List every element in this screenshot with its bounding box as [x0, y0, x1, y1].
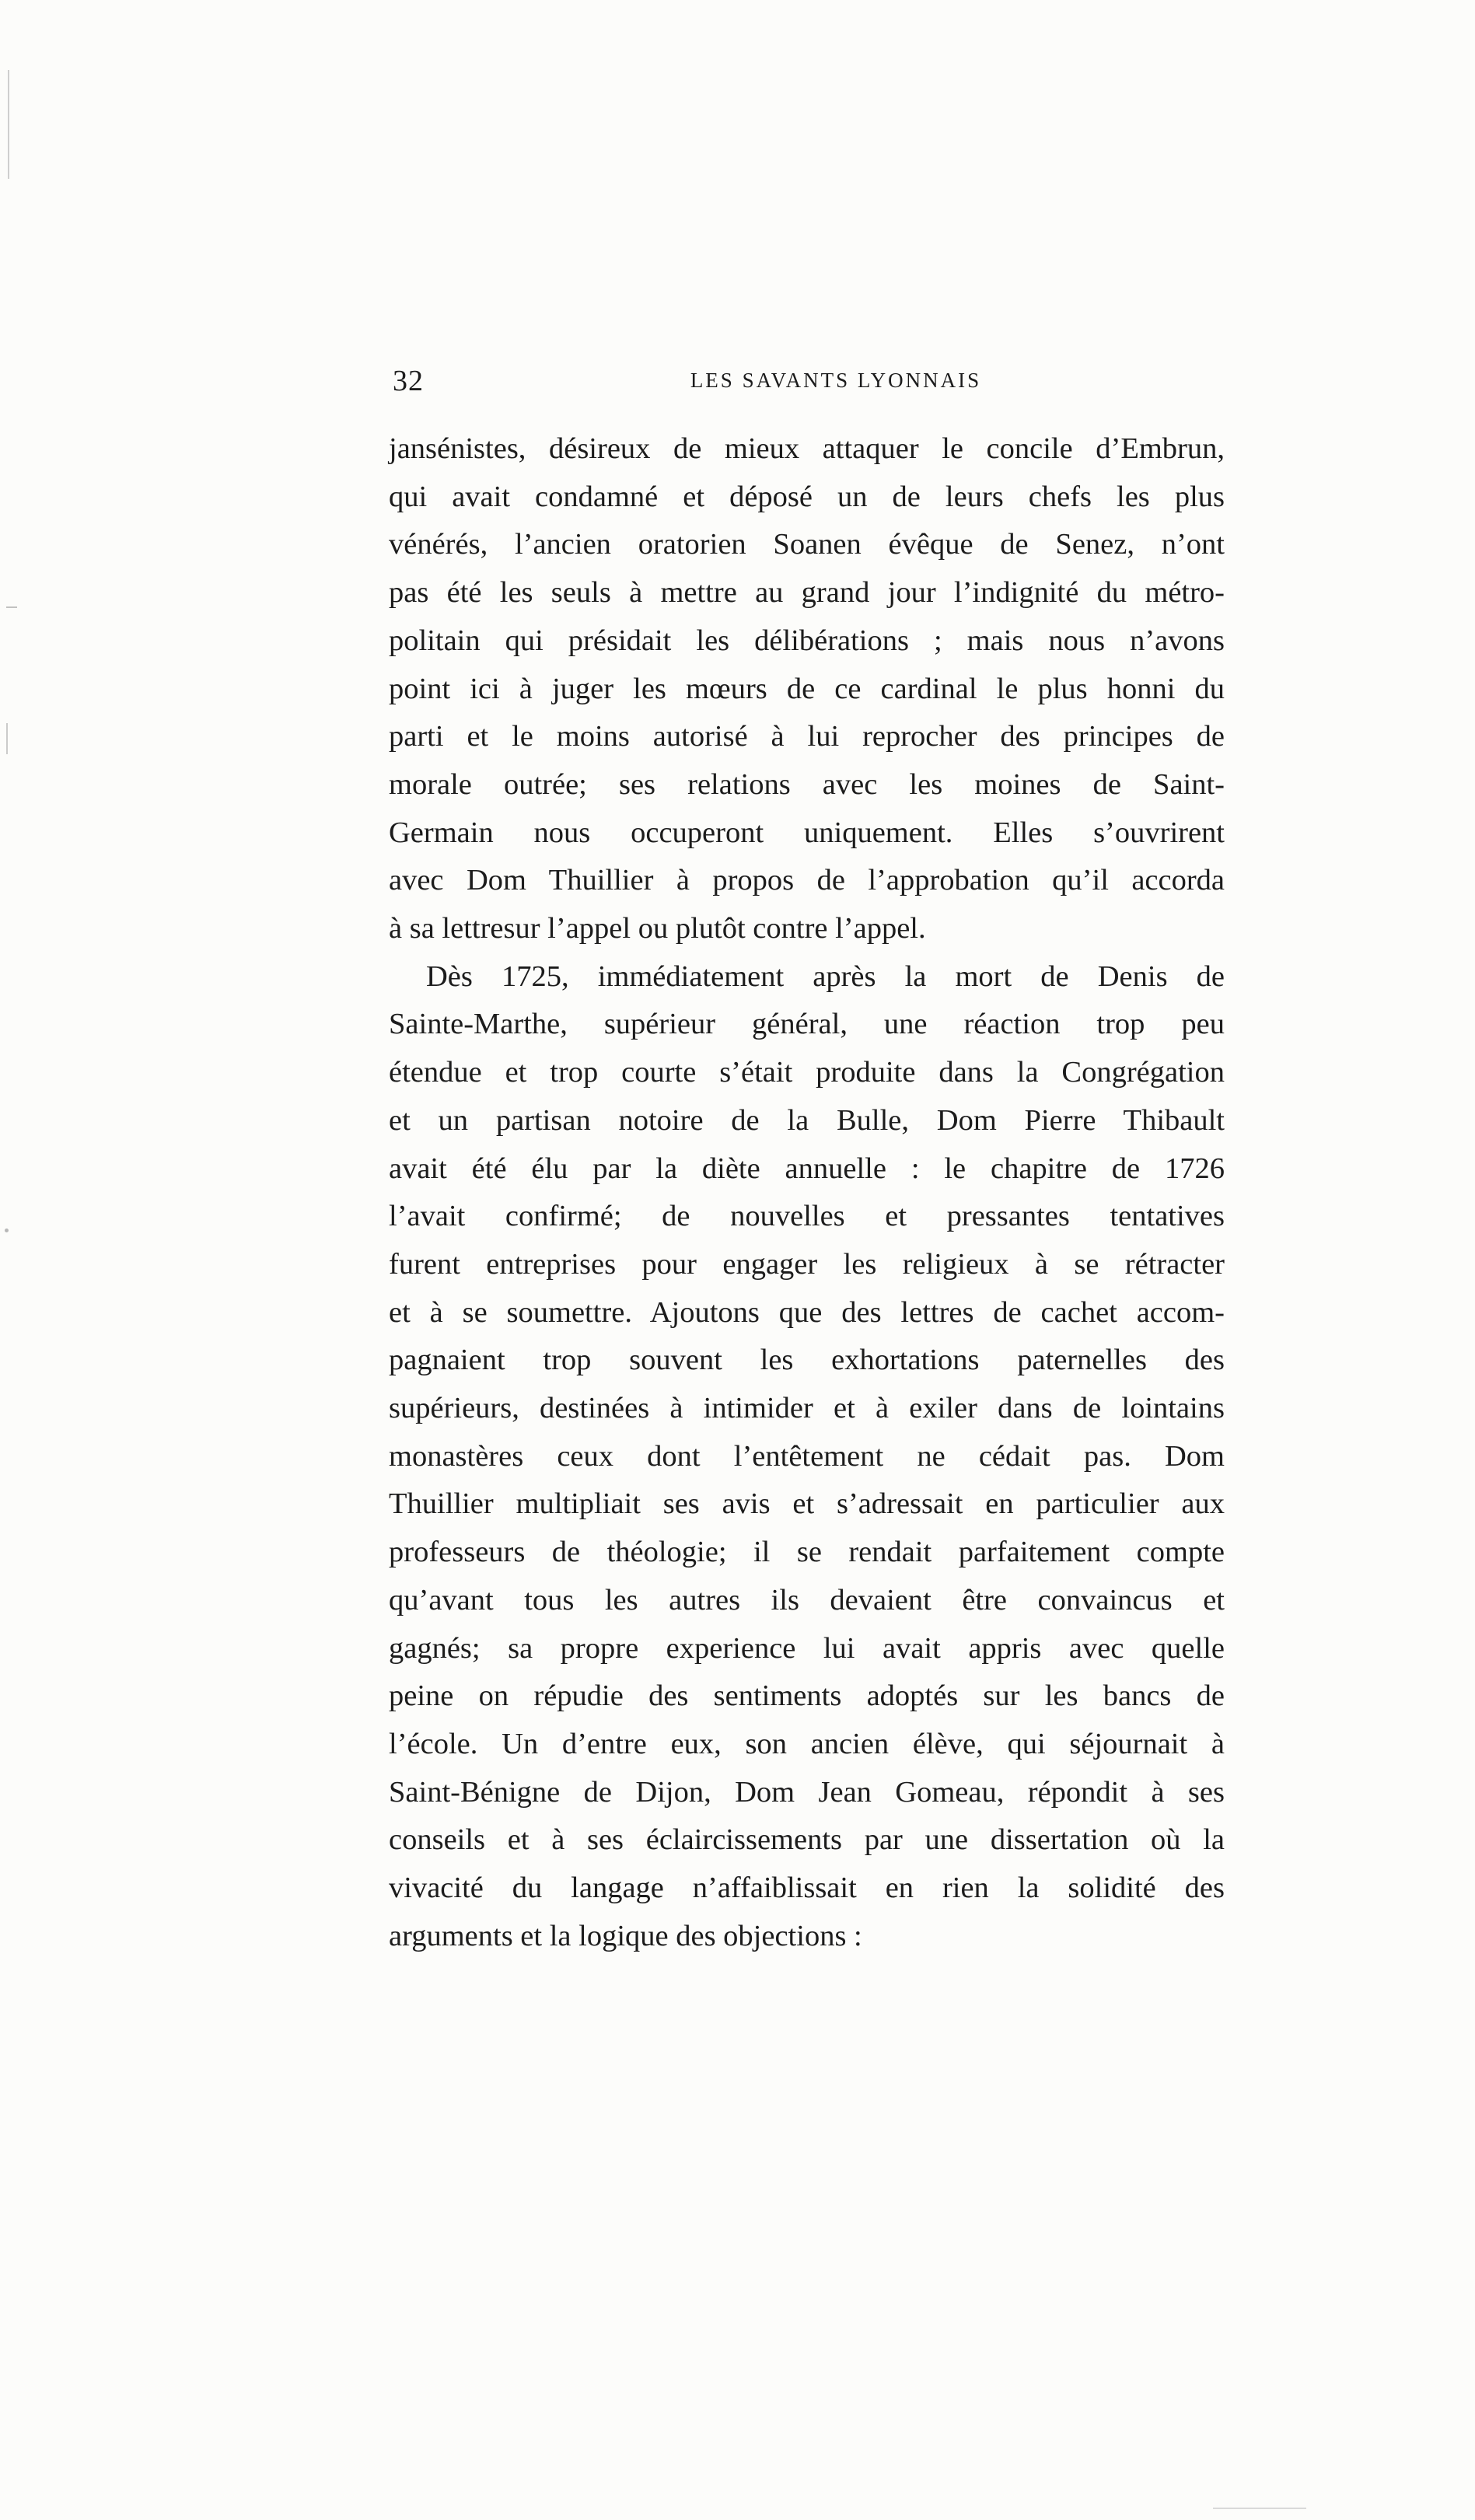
scan-mark — [5, 1229, 9, 1232]
text-line: parti et le moins autorisé à lui reprocher des principes de — [389, 720, 1225, 753]
paragraph-2 — [389, 953, 1225, 1961]
text-line: et un partisan notoire de la Bulle, Dom Pierre Thibault — [389, 1103, 1225, 1137]
text-line: qu’avant tous les autres ils devaient être convaincus et — [389, 1583, 1225, 1617]
text-line: peine on répudie des sentiments adoptés sur les bancs de — [389, 1679, 1225, 1713]
text-line: arguments et la logique des objections : — [389, 1919, 862, 1952]
paragraph-1 — [389, 425, 1225, 953]
scan-mark — [6, 723, 8, 754]
text-line: qui avait condamné et déposé un de leurs chefs les plus — [389, 480, 1225, 513]
text-line: point ici à juger les mœurs de ce cardinal le plus honni du — [389, 672, 1225, 705]
page-number: 32 — [393, 365, 424, 397]
text-line: et à se soumettre. Ajoutons que des lettres de cachet accom- — [389, 1295, 1225, 1329]
text-line: vénérés, l’ancien oratorien Soanen évêque de Senez, n’ont — [389, 528, 1225, 561]
text-line: étendue et trop courte s’était produite dans la Congrégation — [389, 1056, 1225, 1089]
body-text — [389, 425, 1225, 1961]
text-line: professeurs de théologie; il se rendait parfaitement compte — [389, 1536, 1225, 1569]
text-line: Saint-Bénigne de Dijon, Dom Jean Gomeau, répondit à ses — [389, 1775, 1225, 1809]
text-line: pas été les seuls à mettre au grand jour l’indignité du métro- — [389, 576, 1225, 610]
text-line: politain qui présidait les délibérations ; mais nous n’avons — [389, 624, 1225, 657]
text-line: avec Dom Thuillier à propos de l’approbation qu’il accorda — [389, 864, 1225, 897]
text-line: furent entreprises pour engager les religieux à se rétracter — [389, 1247, 1225, 1281]
scan-mark — [6, 606, 17, 608]
text-line: avait été élu par la diète annuelle : le chapitre de 1726 — [389, 1152, 1225, 1185]
running-head — [389, 364, 1229, 411]
text-line: morale outrée; ses relations avec les moines de Saint- — [389, 767, 1225, 801]
running-title: LES SAVANTS LYONNAIS — [690, 369, 982, 392]
text-line: conseils et à ses éclaircissements par une dissertation où la — [389, 1823, 1225, 1857]
text-line: Sainte-Marthe, supérieur général, une réaction trop peu — [389, 1008, 1225, 1041]
scan-mark — [1213, 2508, 1306, 2509]
text-line: l’avait confirmé; de nouvelles et pressantes tentatives — [389, 1200, 1225, 1233]
scan-mark — [8, 70, 9, 179]
text-line: gagnés; sa propre experience lui avait appris avec quelle — [389, 1631, 1225, 1665]
text-line: Thuillier multipliait ses avis et s’adressait en particulier aux — [389, 1487, 1225, 1521]
text-line: vivacité du langage n’affaiblissait en rien la solidité des — [389, 1872, 1225, 1905]
text-line: Germain nous occuperont uniquement. Elles s’ouvrirent — [389, 816, 1225, 849]
text-line: l’école. Un d’entre eux, son ancien élève, qui séjournait à — [389, 1727, 1225, 1760]
text-line: Dès 1725, immédiatement après la mort de Denis de — [426, 959, 1225, 993]
text-line: à sa lettresur l’appel ou plutôt contre l’appel. — [389, 912, 926, 945]
text-line: monastères ceux dont l’entêtement ne cédait pas. Dom — [389, 1439, 1225, 1473]
text-line: jansénistes, désireux de mieux attaquer le concile d’Embrun, — [389, 432, 1225, 465]
text-line: supérieurs, destinées à intimider et à exiler dans de lointains — [389, 1392, 1225, 1425]
text-line: pagnaient trop souvent les exhortations paternelles des — [389, 1344, 1225, 1377]
